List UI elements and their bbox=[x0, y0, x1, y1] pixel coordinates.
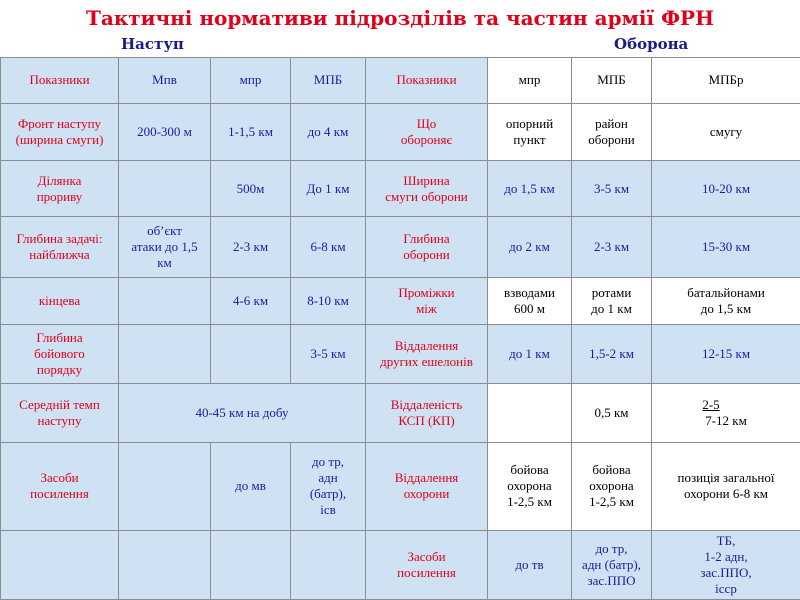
table-cell: ТБ, 1-2 адн, зас.ППО, ісср bbox=[652, 530, 800, 599]
table-cell: 500м bbox=[211, 161, 291, 216]
header-cell: МПБ bbox=[291, 58, 366, 104]
table-row bbox=[1, 277, 800, 324]
header-cell: Показники bbox=[1, 58, 119, 104]
header-cell: МПБ bbox=[572, 58, 652, 104]
table-cell: позиція загальної охорони 6-8 км bbox=[652, 443, 800, 530]
header-cell: мпр bbox=[211, 58, 291, 104]
table-cell bbox=[119, 161, 211, 216]
row-label-cell: Віддалення других ешелонів bbox=[366, 324, 488, 384]
table-cell: 1-1,5 км bbox=[211, 103, 291, 161]
row-label-cell: Засоби посилення bbox=[1, 443, 119, 530]
table-cell: 2-3 км bbox=[572, 216, 652, 277]
row-label-cell: Ділянка прориву bbox=[1, 161, 119, 216]
table-cell: 2-3 км bbox=[211, 216, 291, 277]
row-label-cell: Глибина задачі: найближча bbox=[1, 216, 119, 277]
table-cell: до тр, адн (батр), ісв bbox=[291, 443, 366, 530]
table-cell: 12-15 км bbox=[652, 324, 800, 384]
table-row bbox=[1, 161, 800, 216]
table-cell bbox=[119, 324, 211, 384]
defense-section-label: Оборона bbox=[614, 35, 689, 53]
table-cell: 10-20 км bbox=[652, 161, 800, 216]
header-cell: МПБр bbox=[652, 58, 800, 104]
table-row bbox=[1, 324, 800, 384]
table-cell: 3-5 км bbox=[572, 161, 652, 216]
table-cell bbox=[488, 384, 572, 443]
table-cell: об’єкт атаки до 1,5 км bbox=[119, 216, 211, 277]
table-cell: батальйонами до 1,5 км bbox=[652, 277, 800, 324]
table-cell: 1,5-2 км bbox=[572, 324, 652, 384]
row-label-cell: Віддаленість КСП (КП) bbox=[366, 384, 488, 443]
table-cell: 6-8 км bbox=[291, 216, 366, 277]
table-row bbox=[1, 530, 800, 599]
table-cell: бойова охорона 1-2,5 км bbox=[488, 443, 572, 530]
row-label-cell: Ширина смуги оборони bbox=[366, 161, 488, 216]
table-cell: 0,5 км bbox=[572, 384, 652, 443]
table-cell bbox=[211, 324, 291, 384]
row-label-cell: Фронт наступу (ширина смуги) bbox=[1, 103, 119, 161]
table-row bbox=[1, 103, 800, 161]
table-cell: район оборони bbox=[572, 103, 652, 161]
table-cell bbox=[211, 530, 291, 599]
merged-cell: 40-45 км на добу bbox=[119, 384, 366, 443]
attack-section-label: Наступ bbox=[121, 35, 184, 53]
table-cell: 8-10 км bbox=[291, 277, 366, 324]
table-cell: до 1,5 км bbox=[488, 161, 572, 216]
row-label-cell: Віддалення охорони bbox=[366, 443, 488, 530]
table-cell bbox=[119, 277, 211, 324]
table-cell bbox=[652, 384, 800, 443]
row-label-cell: Середній темп наступу bbox=[1, 384, 119, 443]
row-label-cell: Глибина оборони bbox=[366, 216, 488, 277]
row-label-cell: Глибина бойового порядку bbox=[1, 324, 119, 384]
row-label-cell: Що обороняє bbox=[366, 103, 488, 161]
table-cell: до тр, адн (батр), зас.ППО bbox=[572, 530, 652, 599]
table-cell: 4-6 км bbox=[211, 277, 291, 324]
table-cell: смугу bbox=[652, 103, 800, 161]
table-cell: опорний пункт bbox=[488, 103, 572, 161]
header-row bbox=[1, 58, 800, 104]
tactical-norms-table bbox=[0, 57, 800, 600]
table-cell bbox=[291, 530, 366, 599]
table-cell: До 1 км bbox=[291, 161, 366, 216]
header-cell: Мпв bbox=[119, 58, 211, 104]
table-cell: ротами до 1 км bbox=[572, 277, 652, 324]
table-cell: 15-30 км bbox=[652, 216, 800, 277]
table-cell: до 1 км bbox=[488, 324, 572, 384]
table-row bbox=[1, 216, 800, 277]
table-cell: до тв bbox=[488, 530, 572, 599]
table-cell bbox=[1, 530, 119, 599]
table-row bbox=[1, 384, 800, 443]
row-label-cell: кінцева bbox=[1, 277, 119, 324]
kcp-distance-bottom: 7-12 км bbox=[705, 413, 747, 429]
table-cell bbox=[119, 530, 211, 599]
table-cell: 3-5 км bbox=[291, 324, 366, 384]
table-cell: до мв bbox=[211, 443, 291, 530]
table-row bbox=[1, 443, 800, 530]
row-label-cell: Засоби посилення bbox=[366, 530, 488, 599]
table-cell: 200-300 м bbox=[119, 103, 211, 161]
table-cell bbox=[119, 443, 211, 530]
table-cell: бойова охорона 1-2,5 км bbox=[572, 443, 652, 530]
table-cell: взводами 600 м bbox=[488, 277, 572, 324]
table-cell: до 2 км bbox=[488, 216, 572, 277]
page-title: Тактичні нормативи підрозділів та частин армії ФРН bbox=[85, 6, 714, 30]
row-label-cell: Проміжки між bbox=[366, 277, 488, 324]
kcp-distance-top: 2-5 bbox=[702, 397, 720, 413]
table-cell: до 4 км bbox=[291, 103, 366, 161]
header-cell: мпр bbox=[488, 58, 572, 104]
header-cell: Показники bbox=[366, 58, 488, 104]
